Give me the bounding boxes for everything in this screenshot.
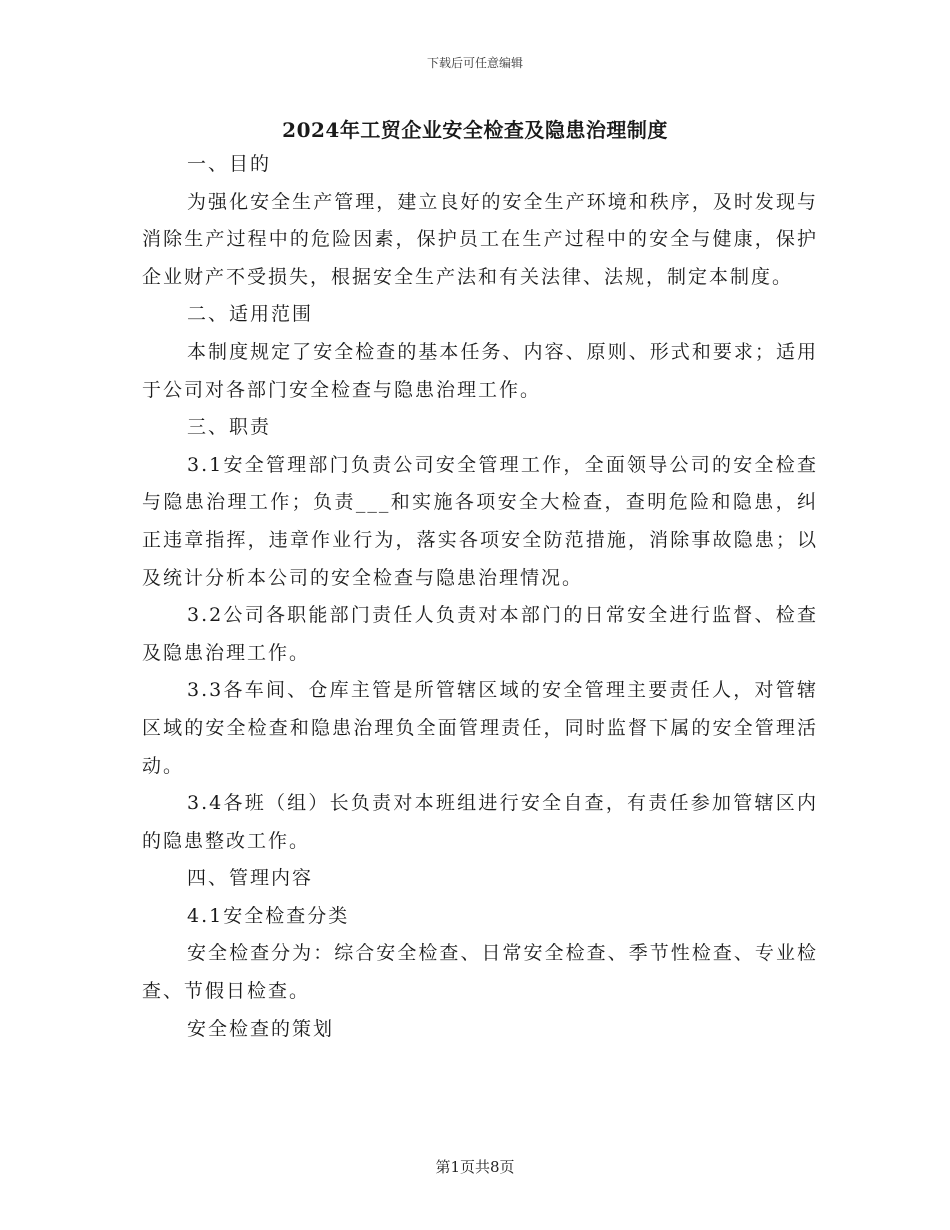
section-heading-management: 四、管理内容 — [187, 867, 314, 890]
paragraph-purpose: 为强化安全生产管理，建立良好的安全生产环境和秩序，及时发现与消除生产过程中的危险因素，保护员工在生产过程中的安全与健康，保护企业财产不受损失，根据安全生产法和有关法律、法规，制定本制度。 — [142, 190, 818, 288]
section-heading-duties: 三、职责 — [187, 416, 272, 439]
paragraph-duty-3-2: 3.2公司各职能部门责任人负责对本部门的日常安全进行监督、检查及隐患治理工作。 — [142, 604, 818, 664]
section-heading-purpose: 一、目的 — [187, 153, 272, 175]
paragraph-duty-3-4: 3.4各班（组）长负责对本班组进行安全自查，有责任参加管辖区内的隐患整改工作。 — [142, 792, 818, 852]
document-body — [142, 146, 818, 1048]
header-note: 下载后可任意编辑 — [426, 56, 523, 70]
page-footer: 第1页共8页 — [435, 1158, 515, 1176]
paragraph-scope: 本制度规定了安全检查的基本任务、内容、原则、形式和要求；适用于公司对各部门安全检查与隐患治理工作。 — [142, 340, 818, 401]
section-heading-scope: 二、适用范围 — [187, 303, 314, 326]
paragraph-duty-3-1: 3.1安全管理部门负责公司安全管理工作，全面领导公司的安全检查与隐患治理工作；负责___和实施各项安全大检查，查明危险和隐患，纠正违章指挥，违章作业行为，落实各项安全防范措施，消除事故隐患；以及统计分析本公司的安全检查与隐患治理情况。 — [142, 453, 818, 589]
paragraph-inspection-types: 安全检查分为：综合安全检查、日常安全检查、季节性检查、专业检查、节假日检查。 — [142, 942, 818, 1003]
subheading-4-1: 4.1安全检查分类 — [187, 904, 350, 927]
paragraph-inspection-planning: 安全检查的策划 — [187, 1017, 335, 1040]
document-title: 2024年工贸企业安全检查及隐患治理制度 — [282, 118, 668, 142]
paragraph-duty-3-3: 3.3各车间、仓库主管是所管辖区域的安全管理主要责任人，对管辖区域的安全检查和隐患治理负全面管理责任，同时监督下属的安全管理活动。 — [142, 679, 818, 777]
